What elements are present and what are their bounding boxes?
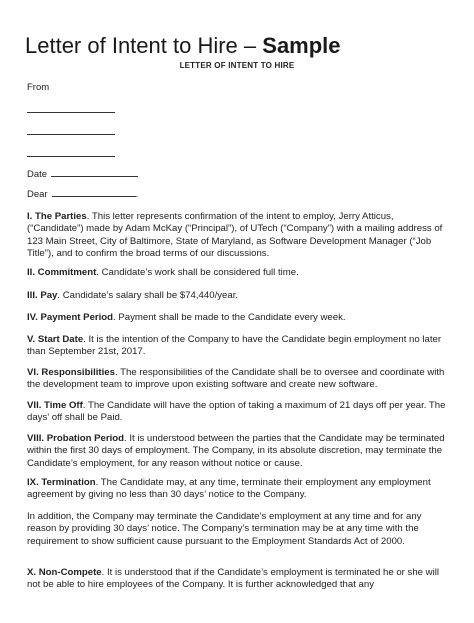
- dear-line: [27, 189, 138, 200]
- section-text: . The Candidate may, at any time, terminate their employment any employment agreement by giving no less than 30 days’ notice to the Company.: [27, 477, 431, 501]
- title-main: Letter of Intent to Hire –: [25, 33, 257, 58]
- date-line: [27, 169, 138, 180]
- from-blank-line-2: [27, 134, 115, 135]
- dear-label: Dear: [27, 189, 48, 200]
- dear-blank: [52, 195, 136, 197]
- section-heading: IV. Payment Period: [27, 312, 114, 323]
- section-text: In addition, the Company may terminate the Candidate’s employment at any time and for any reason by providing 30 days’ notice. The Company’s termination may be at any time with the requirement to show sufficient cause pursuant to the Employment Standards Act of 2000.: [27, 511, 422, 547]
- section-parties: [27, 211, 451, 261]
- section-termination: [27, 477, 451, 502]
- section-heading: V. Start Date: [27, 334, 84, 345]
- section-heading: VIII. Probation Period: [27, 433, 125, 444]
- section-commitment: [27, 267, 451, 279]
- section-start-date: [27, 334, 451, 359]
- section-text: . This letter represents confirmation of the intent to employ, Jerry Atticus, (“Candidate”) made by Adam McKay (“Principal”), of UTech (“Company”) with a mailing address of 123 Main Street, City of Baltimore, State of Maryland, as Software Development Manager (“Job Title”), and to confirm the broad terms of our discussions.: [27, 211, 443, 260]
- section-text: . Candidate’s work shall be considered full time.: [96, 267, 299, 278]
- dear-suffix: .: [135, 189, 139, 200]
- section-text: . Candidate’s salary shall be $74,440/year.: [57, 290, 239, 301]
- from-label: From: [27, 82, 50, 93]
- section-heading: I. The Parties: [27, 211, 87, 222]
- section-payment-period: [27, 312, 451, 324]
- section-responsibilities: [27, 367, 451, 392]
- section-time-off: [27, 400, 451, 425]
- section-text: . Payment shall be made to the Candidate every week.: [113, 312, 346, 323]
- section-heading: IX. Termination: [27, 477, 96, 488]
- document-subtitle: LETTER OF INTENT TO HIRE: [179, 61, 295, 70]
- title-sample: Sample: [262, 33, 341, 58]
- document-title: [25, 33, 341, 59]
- section-heading: VII. Time Off: [27, 400, 83, 411]
- section-pay: [27, 290, 451, 302]
- from-blank-line-1: [27, 112, 115, 113]
- section-text: . It is the intention of the Company to have the Candidate begin employment no later than September 21st, 2017.: [27, 334, 442, 358]
- section-heading: III. Pay: [27, 290, 58, 301]
- section-text: . It is understood that if the Candidate’s employment is terminated he or she will not be able to hire employees of the Company. It is further acknowledged that any: [27, 567, 440, 591]
- section-probation-period: [27, 433, 451, 470]
- date-blank: [51, 175, 138, 177]
- section-text: . The responsibilities of the Candidate shall be to oversee and coordinate with the development team to improve upon existing software and create new software.: [27, 367, 445, 391]
- section-heading: VI. Responsibilities: [27, 367, 115, 378]
- from-blank-line-3: [27, 156, 115, 157]
- section-termination-addition: [27, 511, 451, 548]
- section-non-compete: [27, 567, 451, 592]
- section-heading: X. Non-Compete: [27, 567, 102, 578]
- section-text: . The Candidate will have the option of taking a maximum of 21 days off per year. The days’ off shall be Paid.: [27, 400, 446, 424]
- date-label: Date: [27, 169, 48, 180]
- section-text: . It is understood between the parties that the Candidate may be terminated within the first 30 days of employment. The Company, in its absolute discretion, may terminate the Candidate’s employment, for any reason without notice or cause.: [27, 433, 445, 469]
- section-heading: II. Commitment: [27, 267, 97, 278]
